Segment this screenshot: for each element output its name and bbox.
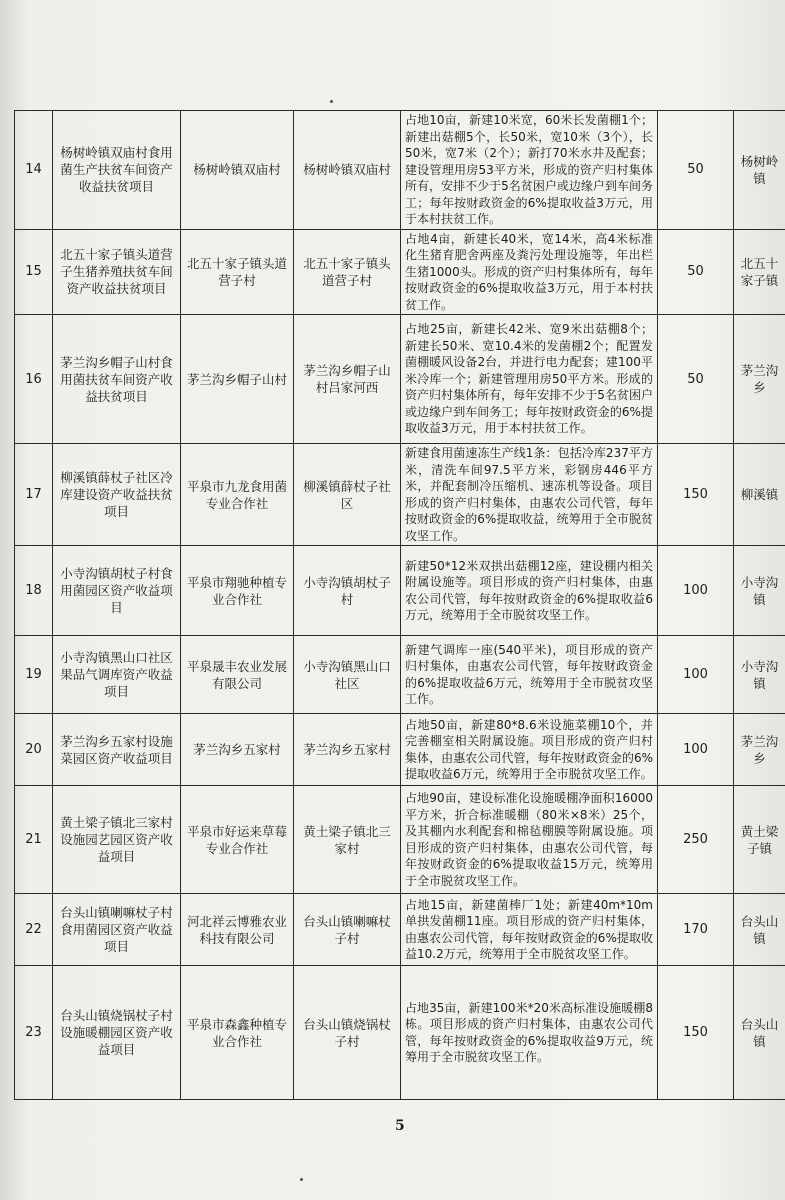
implementing-unit-cell: 平泉市翔驰种植专业合作社: [181, 546, 294, 636]
amount-cell: 100: [658, 636, 734, 714]
construction-content-cell: 新建50*12米双拱出菇棚12座，建设棚内相关附属设施等。项目形成的资产归村集体，由惠农公司代管，每年按财政资金的6%提取收益6万元，统筹用于全市脱贫攻坚工作。: [401, 546, 658, 636]
implementing-unit-cell: 平泉市森鑫种植专业合作社: [181, 966, 294, 1100]
scan-speck: [300, 1178, 303, 1181]
town-cell: 茅兰沟乡: [734, 315, 785, 444]
location-cell: 杨树岭镇双庙村: [294, 111, 401, 230]
project-name-cell: 杨树岭镇双庙村食用菌生产扶贫车间资产收益扶贫项目: [53, 111, 181, 230]
location-cell: 小寺沟镇胡杖子村: [294, 546, 401, 636]
project-name-cell: 茅兰沟乡五家村设施菜园区资产收益项目: [53, 714, 181, 786]
town-cell: 台头山镇: [734, 894, 785, 966]
table-row: [15, 714, 785, 786]
construction-content-cell: 占地10亩，新建10米宽，60米长发菌棚1个；新建出菇棚5个，长50米，宽10米（3个），长50米，宽7米（2个）；新打70米水井及配套；建设管理用房53平方米，形成的资产归村集体所有，安排不少于5名贫困户或边缘户到车间务工；每年按财政资金的6%提取收益3万元，用于本村扶贫工作。: [401, 111, 658, 230]
implementing-unit-cell: 茅兰沟乡帽子山村: [181, 315, 294, 444]
location-cell: 茅兰沟乡五家村: [294, 714, 401, 786]
table-row: [15, 636, 785, 714]
row-number-cell: 14: [15, 111, 53, 230]
amount-cell: 150: [658, 444, 734, 546]
project-table: [14, 110, 785, 1100]
page-number: 5: [395, 1118, 405, 1134]
implementing-unit-cell: 河北祥云博雅农业科技有限公司: [181, 894, 294, 966]
implementing-unit-cell: 茅兰沟乡五家村: [181, 714, 294, 786]
table-row: [15, 111, 785, 230]
table-body: [15, 111, 785, 1100]
town-cell: 北五十家子镇: [734, 229, 785, 315]
row-number-cell: 21: [15, 786, 53, 894]
amount-cell: 50: [658, 111, 734, 230]
project-name-cell: 台头山镇烧锅杖子村设施暖棚园区资产收益项目: [53, 966, 181, 1100]
location-cell: 台头山镇烧锅杖子村: [294, 966, 401, 1100]
location-cell: 北五十家子镇头道营子村: [294, 229, 401, 315]
row-number-cell: 18: [15, 546, 53, 636]
implementing-unit-cell: 平泉晟丰农业发展有限公司: [181, 636, 294, 714]
row-number-cell: 22: [15, 894, 53, 966]
town-cell: 柳溪镇: [734, 444, 785, 546]
project-name-cell: 黄土梁子镇北三家村设施园艺园区资产收益项目: [53, 786, 181, 894]
table-row: [15, 315, 785, 444]
construction-content-cell: 占地25亩，新建长42米、宽9米出菇棚8个；新建长50米、宽10.4米的发菌棚2个；配置发菌棚暖风设备2台，并进行电力配套；建100平米冷库一个；新建管理用房50平方米。形成的资产归村集体所有，每年安排不少于5名贫困户或边缘户到车间务工；每年按财政资金的6%提取收益3万元，用于本村扶贫工作。: [401, 315, 658, 444]
town-cell: 小寺沟镇: [734, 546, 785, 636]
town-cell: 杨树岭镇: [734, 111, 785, 230]
row-number-cell: 23: [15, 966, 53, 1100]
location-cell: 小寺沟镇黑山口社区: [294, 636, 401, 714]
amount-cell: 100: [658, 714, 734, 786]
implementing-unit-cell: 平泉市九龙食用菌专业合作社: [181, 444, 294, 546]
construction-content-cell: 占地4亩，新建长40米，宽14米，高4米标准化生猪育肥舍两座及粪污处理设施等，年出栏生猪1000头。形成的资产归村集体所有，每年按财政资金的6%提取收益3万元，用于本村扶贫工作。: [401, 229, 658, 315]
town-cell: 台头山镇: [734, 966, 785, 1100]
project-name-cell: 小寺沟镇黑山口社区果品气调库资产收益项目: [53, 636, 181, 714]
implementing-unit-cell: 北五十家子镇头道营子村: [181, 229, 294, 315]
table-row: [15, 966, 785, 1100]
table-row: [15, 786, 785, 894]
location-cell: 茅兰沟乡帽子山村吕家河西: [294, 315, 401, 444]
implementing-unit-cell: 平泉市好运来草莓专业合作社: [181, 786, 294, 894]
town-cell: 小寺沟镇: [734, 636, 785, 714]
amount-cell: 150: [658, 966, 734, 1100]
project-name-cell: 小寺沟镇胡杖子村食用菌园区资产收益项目: [53, 546, 181, 636]
construction-content-cell: 新建食用菌速冻生产线1条：包括冷库237平方米，清洗车间97.5平方米，彩钢房446平方米，并配套制冷压缩机、速冻机等设备。项目形成的资产归村集体，由惠农公司代管，每年按财政资金的6%提取收益，统筹用于全市脱贫攻坚工作。: [401, 444, 658, 546]
table-row: [15, 229, 785, 315]
location-cell: 台头山镇喇嘛杖子村: [294, 894, 401, 966]
project-name-cell: 台头山镇喇嘛杖子村食用菌园区资产收益项目: [53, 894, 181, 966]
amount-cell: 250: [658, 786, 734, 894]
row-number-cell: 19: [15, 636, 53, 714]
row-number-cell: 16: [15, 315, 53, 444]
location-cell: 柳溪镇薛杖子社区: [294, 444, 401, 546]
amount-cell: 100: [658, 546, 734, 636]
project-name-cell: 北五十家子镇头道营子生猪养殖扶贫车间资产收益扶贫项目: [53, 229, 181, 315]
table-row: [15, 546, 785, 636]
construction-content-cell: 占地35亩，新建100米*20米高标准设施暖棚8栋。项目形成的资产归村集体，由惠农公司代管，每年按财政资金的6%提取收益9万元，统筹用于全市脱贫攻坚工作。: [401, 966, 658, 1100]
row-number-cell: 20: [15, 714, 53, 786]
town-cell: 黄土梁子镇: [734, 786, 785, 894]
town-cell: 茅兰沟乡: [734, 714, 785, 786]
construction-content-cell: 新建气调库一座(540平米)，项目形成的资产归村集体，由惠农公司代管，每年按财政资金的6%提取收益6万元，统筹用于全市脱贫攻坚工作。: [401, 636, 658, 714]
table-row: [15, 444, 785, 546]
amount-cell: 50: [658, 229, 734, 315]
amount-cell: 50: [658, 315, 734, 444]
location-cell: 黄土梁子镇北三家村: [294, 786, 401, 894]
implementing-unit-cell: 杨树岭镇双庙村: [181, 111, 294, 230]
row-number-cell: 17: [15, 444, 53, 546]
scan-speck: [330, 100, 333, 103]
construction-content-cell: 占地50亩，新建80*8.6米设施菜棚10个，并完善棚室相关附属设施。项目形成的资产归村集体，由惠农公司代管，每年按财政资金的6%提取收益6万元，统筹用于全市脱贫攻坚工作。: [401, 714, 658, 786]
construction-content-cell: 占地90亩，建设标准化设施暖棚净面积16000平方米，折合标准暖棚（80米×8米）25个，及其棚内水利配套和棉毡棚膜等附属设施。项目形成的资产归村集体，由惠农公司代管，每年按财政资金的6%提取收益15万元，统筹用于全市脱贫攻坚工作。: [401, 786, 658, 894]
amount-cell: 170: [658, 894, 734, 966]
table-row: [15, 894, 785, 966]
project-name-cell: 茅兰沟乡帽子山村食用菌扶贫车间资产收益扶贫项目: [53, 315, 181, 444]
row-number-cell: 15: [15, 229, 53, 315]
project-name-cell: 柳溪镇薛杖子社区冷库建设资产收益扶贫项目: [53, 444, 181, 546]
construction-content-cell: 占地15亩，新建菌棒厂1处；新建40m*10m单拱发菌棚11座。项目形成的资产归村集体，由惠农公司代管，每年按财政资金的6%提取收益10.2万元，统筹用于全市脱贫攻坚工作。: [401, 894, 658, 966]
